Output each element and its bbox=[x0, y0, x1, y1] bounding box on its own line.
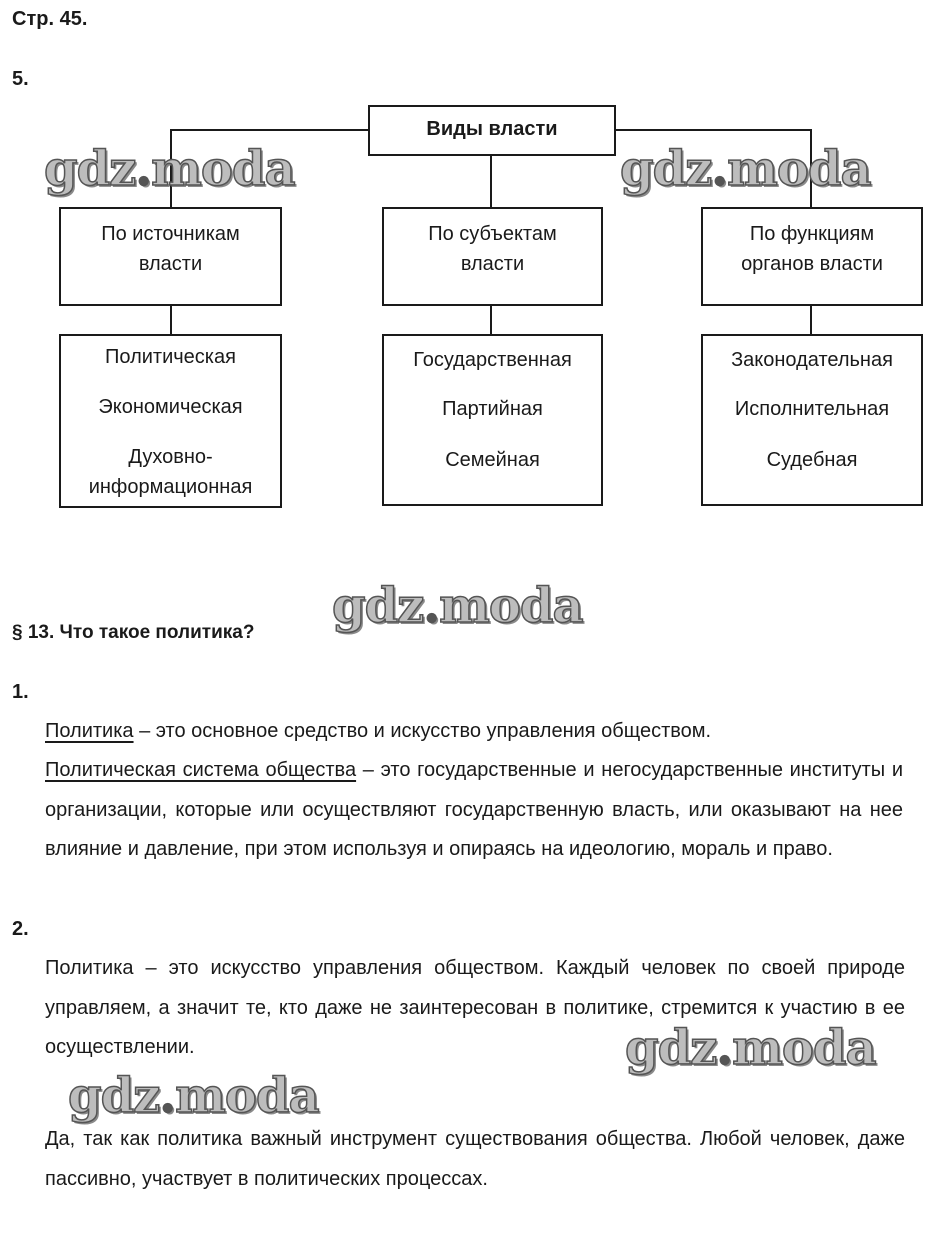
diagram-root-label: Виды власти bbox=[426, 118, 558, 140]
term-politics: Политика bbox=[45, 720, 134, 742]
list-item: Судебная bbox=[766, 449, 858, 471]
list-item: Семейная bbox=[445, 449, 540, 471]
category-title-line: власти bbox=[460, 253, 525, 275]
list-item: Духовно- bbox=[128, 446, 213, 468]
list-item: Исполнительная bbox=[734, 398, 890, 420]
category-box-functions bbox=[701, 207, 923, 306]
list-item: Экономическая bbox=[98, 396, 243, 418]
task-1-number: 1. bbox=[12, 681, 29, 703]
category-title-line: власти bbox=[138, 253, 203, 275]
list-item: Партийная bbox=[442, 398, 543, 420]
connector-root-center bbox=[490, 154, 492, 208]
watermark-logo: gdz.moda bbox=[332, 578, 583, 634]
watermark-logo: gdz.moda bbox=[44, 141, 295, 197]
term-political-system: Политическая система общества bbox=[45, 759, 357, 781]
category-box-sources bbox=[59, 207, 282, 306]
connector-cat1-items bbox=[170, 304, 172, 335]
diagram-root-box bbox=[368, 105, 616, 156]
watermark-logo: gdz.moda bbox=[68, 1068, 319, 1124]
list-item: Политическая bbox=[105, 346, 236, 368]
items-box-functions bbox=[701, 334, 923, 506]
list-item: Государственная bbox=[413, 349, 572, 371]
task-5-number: 5. bbox=[12, 68, 29, 90]
category-title-line: По источникам bbox=[101, 223, 240, 245]
connector-cat2-items bbox=[490, 304, 492, 335]
category-title-line: По субъектам bbox=[428, 223, 557, 245]
category-title-line: По функциям bbox=[749, 223, 875, 245]
connector-root-right bbox=[615, 129, 812, 131]
list-item: информационная bbox=[88, 476, 253, 498]
category-box-subjects bbox=[382, 207, 603, 306]
task-2-paragraph-2: Да, так как политика важный инструмент существования общества. Любой человек, даже пассивно, участвует в политических процессах. bbox=[45, 1128, 905, 1190]
definition-text: – это государственные и негосударственные институты и организации, которые или осуществляют государственную власть, или оказывают на нее влияние и давление, при этом используя и опираясь на идеологию, мораль и право. bbox=[45, 759, 904, 860]
task-2-paragraph-1: Политика – это искусство управления обществом. Каждый человек по своей природе управляем, а значит те, кто даже не заинтересован в политике, стремится к участию в ее осуществлении. bbox=[45, 957, 905, 1058]
items-box-subjects bbox=[382, 334, 603, 506]
section-heading: § 13. Что такое политика? bbox=[12, 622, 255, 643]
definition-text: – это основное средство и искусство управления обществом. bbox=[133, 720, 712, 742]
task-2-number: 2. bbox=[12, 918, 29, 940]
task-1-definition-politics bbox=[45, 712, 903, 752]
category-title-line: органов власти bbox=[741, 253, 883, 275]
connector-cat3-items bbox=[810, 304, 812, 335]
watermark-logo: gdz.moda bbox=[620, 141, 871, 197]
connector-root-left bbox=[170, 129, 369, 131]
items-box-sources bbox=[59, 334, 282, 508]
task-1-definition-political-system bbox=[45, 751, 903, 870]
list-item: Законодательная bbox=[731, 349, 893, 371]
watermark-logo: gdz.moda bbox=[625, 1020, 876, 1076]
page-label: Стр. 45. bbox=[12, 8, 88, 30]
